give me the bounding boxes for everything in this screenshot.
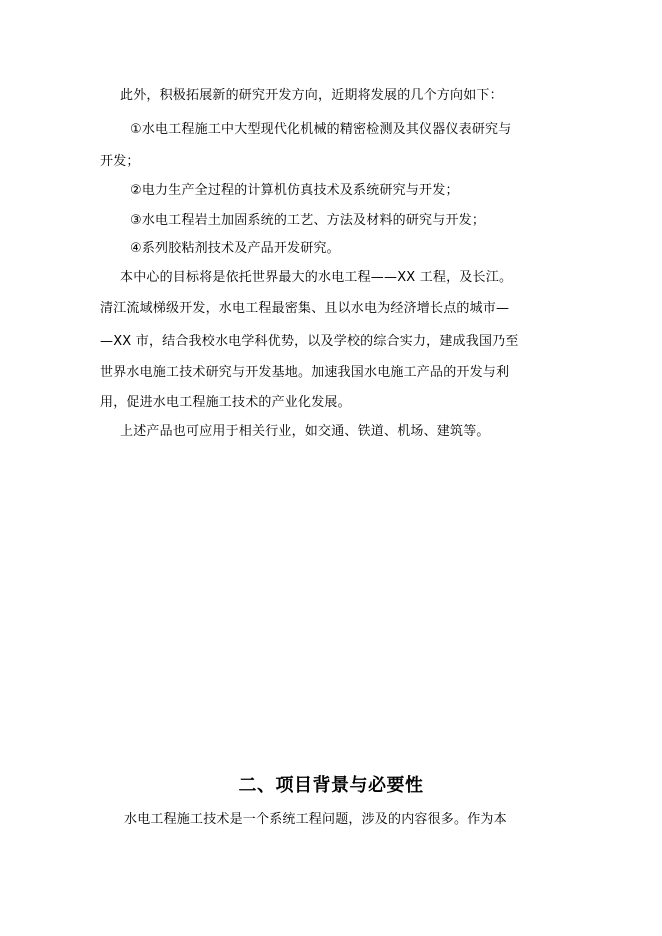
paragraph-goal-line-5: 用，促进水电工程施工技术的产业化发展。 [100, 395, 351, 410]
paragraph-goal-line-4: 世界水电施工技术研究与开发基地。加速我国水电施工产品的开发与利 [100, 365, 510, 380]
paragraph-intro: 此外，积极拓展新的研究开发方向，近期将发展的几个方向如下： [120, 88, 503, 103]
paragraph-goal-line-1: 本中心的目标将是依托世界最大的水电工程——XX 工程，及长江。 [120, 270, 513, 285]
paragraph-goal-line-3: —XX 市，结合我校水电学科优势，以及学校的综合实力，建成我国乃至 [100, 334, 519, 349]
list-item-3: ③水电工程岩土加固系统的工艺、方法及材料的研究与开发； [130, 213, 486, 228]
list-item-4: ④系列胶粘剂技术及产品开发研究。 [130, 241, 340, 256]
list-item-1-line-2: 开发； [100, 154, 140, 169]
list-item-1-line-1: ①水电工程施工中大型现代化机械的精密检测及其仪器仪表研究与 [130, 122, 512, 137]
paragraph-applications: 上述产品也可应用于相关行业，如交通、铁道、机场、建筑等。 [120, 424, 490, 439]
section-heading: 二、项目背景与必要性 [238, 775, 424, 796]
paragraph-goal-line-2: 清江流域梯级开发，水电工程最密集、且以水电为经济增长点的城市— [100, 301, 510, 316]
paragraph-background-line-1: 水电工程施工技术是一个系统工程问题，涉及的内容很多。作为本 [124, 812, 507, 827]
list-item-2: ②电力生产全过程的计算机仿真技术及系统研究与开发； [130, 183, 459, 198]
